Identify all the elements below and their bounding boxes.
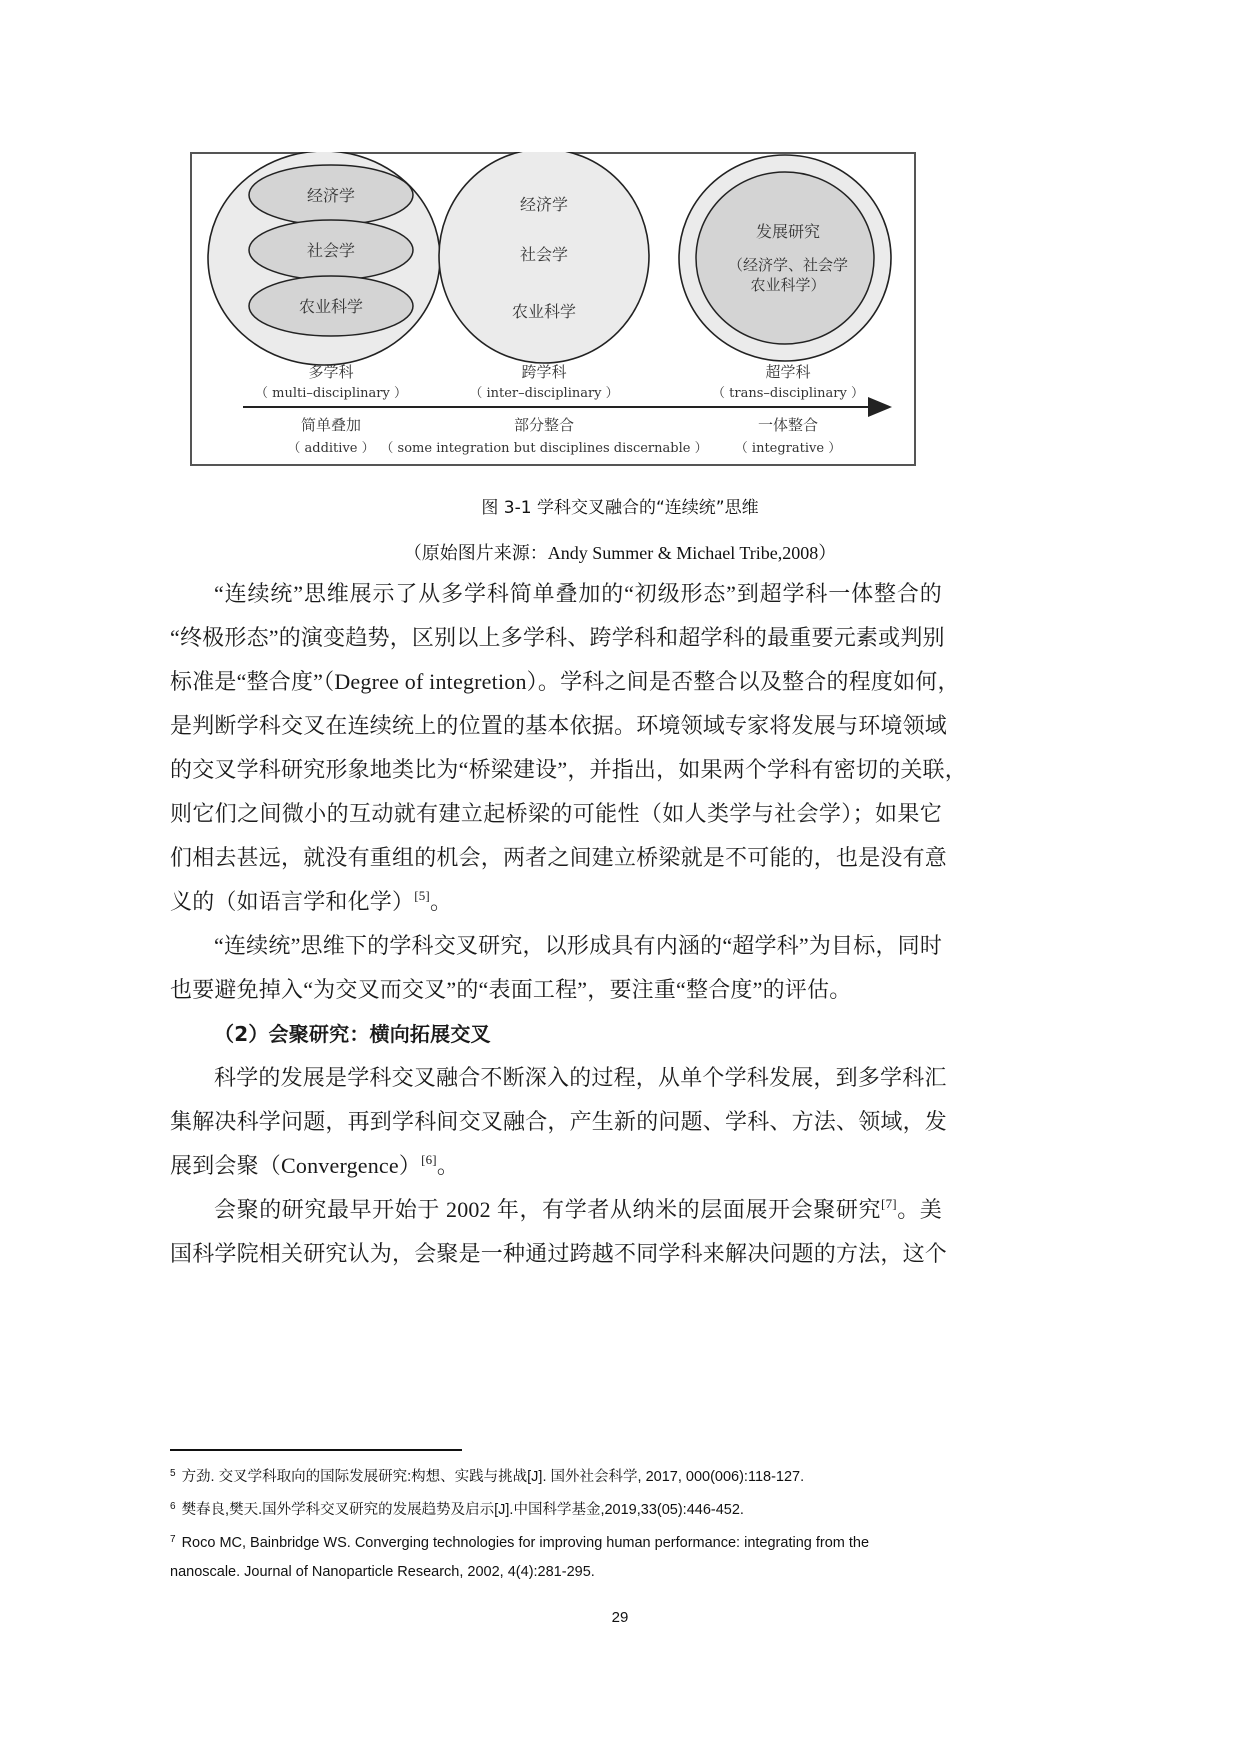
- continuum-diagram: [190, 152, 916, 466]
- paragraph-1-line: “终极形态”的演变趋势，区别以上多学科、跨学科和超学科的最重要元素或判别: [170, 625, 945, 650]
- inter-mode-en: （ some integration but disciplines discernable ）: [380, 441, 708, 456]
- paragraph-1-line: 则它们之间微小的互动就有建立起桥梁的可能性（如人类学与社会学）；如果它: [170, 801, 942, 826]
- footnote-text: 方劲. 交叉学科取向的国际发展研究:构想、实践与挑战[J]. 国外社会科学, 2017, 000(006):118-127.: [181, 1469, 805, 1485]
- multi-discipline-2: 社会学: [306, 241, 356, 260]
- footnote-5: [170, 1457, 950, 1490]
- body-text: [170, 572, 967, 1276]
- footnote-mark: 5: [170, 1468, 176, 1479]
- trans-label-en: （ trans–disciplinary ）: [712, 386, 864, 401]
- paragraph-4-line: 国科学院相关研究认为，会聚是一种通过跨越不同学科来解决问题的方法，这个: [170, 1241, 948, 1266]
- paragraph-3-end: 。: [436, 1153, 460, 1178]
- paragraph-1-line: “连续统”思维展示了从多学科简单叠加的“初级形态”到超学科一体整合的: [214, 581, 942, 606]
- multi-discipline-3: 农业科学: [298, 297, 364, 316]
- footnote-separator: [170, 1449, 462, 1451]
- figure-source: （原始图片来源：Andy Summer & Michael Tribe,2008）: [403, 543, 837, 563]
- paragraph-1-end: 。: [429, 889, 453, 914]
- continuum-figure: [190, 152, 916, 466]
- citation-7[interactable]: [7]: [881, 1196, 897, 1211]
- trans-subtitle-2: 农业科学）: [750, 276, 826, 294]
- paragraph-2-line: “连续统”思维下的学科交叉研究，以形成具有内涵的“超学科”为目标，同时: [214, 933, 943, 958]
- citation-6[interactable]: [6]: [421, 1152, 437, 1167]
- multi-discipline-1: 经济学: [306, 186, 356, 205]
- multi-mode-cn: 简单叠加: [300, 416, 362, 434]
- paragraph-4-line: [170, 1188, 942, 1232]
- trans-title: 发展研究: [755, 222, 821, 241]
- footnote-text: Roco MC, Bainbridge WS. Converging technologies for improving human performance: integrating from the: [181, 1535, 870, 1551]
- paragraph-1-line: 们相去甚远，就没有重组的机会，两者之间建立桥梁就是不可能的，也是没有意: [170, 845, 948, 870]
- paragraph-2-line: 也要避免掉入“为交叉而交叉”的“表面工程”，要注重“整合度”的评估。: [170, 977, 852, 1002]
- trans-mode-en: （ integrative ）: [734, 441, 842, 456]
- inter-disciplinary-group: [439, 152, 649, 363]
- trans-subtitle-1: （经济学、社会学: [727, 256, 849, 274]
- paragraph-1-last-text: 义的（如语言学和化学）: [170, 889, 415, 914]
- inter-label-cn: 跨学科: [521, 363, 567, 381]
- paragraph-3-line: 科学的发展是学科交叉融合不断深入的过程，从单个学科发展，到多学科汇: [214, 1065, 947, 1090]
- paragraph-3-last-text: 展到会聚（Convergence）: [170, 1153, 422, 1178]
- page-number: 29: [611, 1609, 629, 1626]
- trans-mode-cn: 一体整合: [757, 416, 819, 434]
- trans-label-cn: 超学科: [765, 363, 811, 381]
- paragraph-3-last-line: [170, 1144, 942, 1188]
- trans-disciplinary-group: [679, 155, 891, 361]
- inter-mode-cn: 部分整合: [513, 416, 575, 434]
- footnote-text: nanoscale. Journal of Nanoparticle Research, 2002, 4(4):281-295.: [170, 1564, 595, 1580]
- paragraph-4-text-end: 。美: [896, 1197, 943, 1222]
- multi-disciplinary-group: [208, 152, 440, 365]
- figure-caption: 图 3-1 学科交叉融合的“连续统”思维: [481, 498, 759, 518]
- paragraph-1-line: 标准是“整合度”（Degree of integretion）。学科之间是否整合以及整合的程度如何，: [170, 669, 960, 694]
- paragraph-1-line: 的交叉学科研究形象地类比为“桥梁建设”，并指出，如果两个学科有密切的关联，: [170, 757, 967, 782]
- inter-discipline-2: 社会学: [519, 245, 569, 264]
- paragraph-4-text: 会聚的研究最早开始于 2002 年，有学者从纳米的层面展开会聚研究: [214, 1197, 882, 1222]
- section-heading: （2）会聚研究：横向拓展交叉: [214, 1022, 491, 1046]
- multi-label-cn: 多学科: [308, 363, 354, 381]
- footnote-text: 樊春良,樊天.国外学科交叉研究的发展趋势及启示[J].中国科学基金,2019,33(05):446-452.: [181, 1502, 744, 1518]
- footnote-mark: 7: [170, 1534, 176, 1545]
- footnote-7-continued: [170, 1556, 950, 1589]
- footnotes: [170, 1457, 950, 1589]
- footnote-mark: 6: [170, 1501, 176, 1512]
- footnote-7: [170, 1523, 950, 1556]
- inter-discipline-1: 经济学: [519, 195, 569, 214]
- footnote-6: [170, 1490, 950, 1523]
- paragraph-1-last-line: [170, 880, 942, 924]
- multi-label-en: （ multi–disciplinary ）: [255, 386, 407, 401]
- paragraph-3-line: 集解决科学问题，再到学科间交叉融合，产生新的问题、学科、方法、领域，发: [170, 1109, 948, 1134]
- inter-discipline-3: 农业科学: [511, 302, 577, 321]
- inter-label-en: （ inter–disciplinary ）: [469, 386, 619, 401]
- multi-mode-en: （ additive ）: [287, 441, 375, 456]
- citation-5[interactable]: [5]: [414, 888, 430, 903]
- paragraph-1-line: 是判断学科交叉在连续统上的位置的基本依据。环境领域专家将发展与环境领域: [170, 713, 948, 738]
